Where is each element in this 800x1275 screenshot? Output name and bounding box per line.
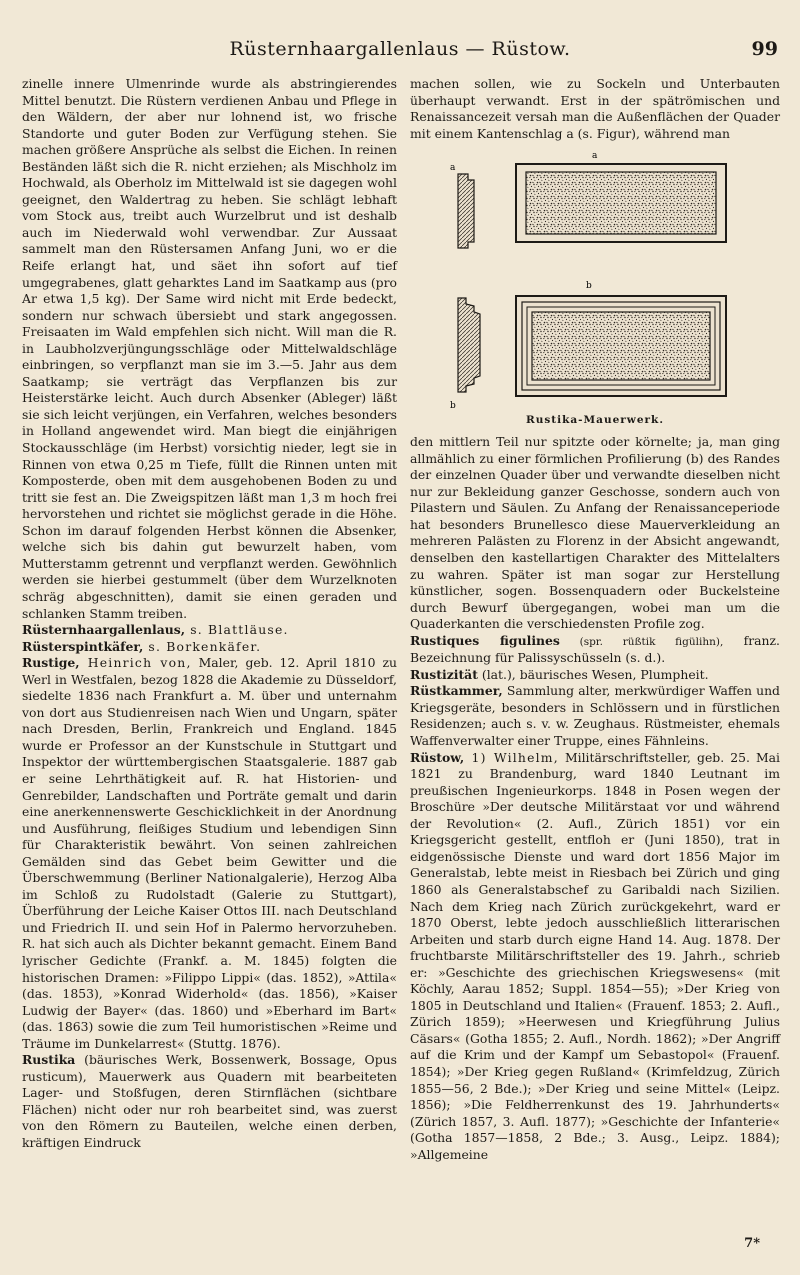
entry-ruesterspintkaefer: [22, 639, 397, 656]
entry-ruestkammer: [410, 683, 780, 749]
entry-rustiques-figulines: [410, 633, 780, 667]
entry-rustizitaet: [410, 667, 780, 684]
entry-ruesternhaargallenlaus: [22, 622, 397, 639]
entry-rustige: [22, 655, 397, 1052]
entry-headword: Rüstkammer,: [410, 683, 503, 699]
paragraph-ruester-continued: zinelle innere Ulmenrinde wurde als abstringierendes Mittel benutzt. Die Rüstern verdienen Anbau und Pflege in den Wäldern, der aber nur lohnend ist, wo frische Standorte und guter Boden zur Verfügung stehen. Sie machen größere Ansprüche als selbst die Eichen. In reinen Beständen läßt sich die R. nicht erziehen; als Mischholz im Hochwald, als Oberholz im Mittelwald ist sie dagegen wohl geeignet, den Waldertrag zu heben. Sie schlägt lebhaft vom Stock aus, treibt auch Wurzelbrut und ist deshalb auch im Niederwald wohl verwendbar. Zur Aussaat sammelt man den Rüstersamen Anfang Juni, wo er die Reife erlangt hat, und säet ihn sofort auf tief umgegrabenes, glatt geharktes Land im Saatkamp aus (pro Ar etwa 1,5 kg). Der Same wird nicht mit Erde bedeckt, sondern nur schwach übersiebt und stark angegossen. Freisaaten im Wald empfehlen sich nicht. Will man die R. in Laubholzverjüngungsschläge oder Mittelwaldschläge einbringen, so verpflanzt man sie im 3.—5. Jahr aus dem Saatkamp; sie verträgt das Verpflanzen bis zur Heisterstärke leicht. Auch durch Absenker (Ableger) läßt sie sich leicht verjüngen, ein Verfahren, welches besonders in Holland angewendet wird. Man biegt die einjährigen Stockausschläge (im Herbst) vorsichtig nieder, legt sie in Rinnen von etwa 0,25 m Tiefe, füllt die Rinnen unten mit Komposterde, oben mit dem ausgehobenen Boden zu und tritt sie fest an. Die Zweigspitzen läßt man 1,3 m hoch frei hervorstehen und richtet sie möglichst gerade in die Höhe. Schon im darauf folgenden Herbst können die Absenker, welche sich bis dahin gut bewurzelt haben, vom Mutterstamm getrennt und verpflanzt werden. Gewöhnlich werden sie hierbei gestummelt (über dem Wurzelknoten schräg abgeschnitten), damit sie einen geraden und schlanken Stamm treiben.: [22, 76, 397, 621]
entry-body: franz. Bezeichnung für Palissyschüsseln (s. d.).: [410, 632, 780, 666]
paragraph-rustika-continued: machen sollen, wie zu Sockeln und Unterbauten überhaupt verwandt. Erst in der spätrömischen und Renaissancezeit versah man die Außenflächen der Quader mit einem Kantenschlag a (s. Figur), während man: [410, 76, 780, 141]
paragraph-rustika-profil: den mittlern Teil nur spitzte oder körnelte; ja, man ging allmählich zu einer förmlichen Profilierung (b) des Randes der einzelnen Quader über und verwandte dieselben nicht nur zur Bekleidung ganzer Geschosse, sondern auch von Pilastern und Säulen. Zu Anfang der Renaissanceperiode hat besonders Brunellesco diese Mauerverkleidung an mehreren Palästen zu Florenz in der Absicht angewandt, denselben den kastellartigen Charakter des Mittelalters zu wahren. Später ist man sogar zur Herstellung künstlicher, sogen. Bossenquadern oder Buckelsteine durch Bewurf übergegangen, wobei man um die Quaderkanten die verschiedensten Profile zog.: [410, 434, 780, 632]
entry-headword: Rustiques figulines: [410, 632, 560, 648]
entry-crossref: s. Borkenkäfer.: [143, 638, 262, 654]
entry-body: Militärschriftsteller, geb. 25. Mai 1821 zu Brandenburg, ward 1840 Leutnant im preußischen Ingenieurkorps. 1848 in Posen wegen der Broschüre »Der deutsche Militärstaat vor und während der Revolution« (2. Aufl., Zürich 1851) vor ein Kriegsgericht gestellt, entfloh er (Juni 1850), trat in eidgenössische Dienste und ward dort 1856 Major im Generalstab, lebte meist in Riesbach bei Zürich und ging 1860 als Generalstabschef zu Garibaldi nach Sizilien. Nach dem Krieg nach Zürich zurückgekehrt, ward er 1870 Oberst, lebte jedoch ausschließlich litterarischen Arbeiten und starb durch eigne Hand 14. Aug. 1878. Der fruchtbarste Militärschriftsteller des 19. Jahrh., schrieb er: »Geschichte des griechischen Kriegswesens« (mit Köchly, Aarau 1852; Suppl. 1854—55); »Der Krieg von 1805 in Deutschland und Italien« (Frauenf. 1853; 2. Aufl., Zürich 1859); »Heerwesen und Kriegführung Julius Cäsars« (Gotha 1855; 2. Aufl., Nordh. 1862); »Der Angriff auf die Krim und der Kampf um Sebastopol« (Frauenf. 1854); »Der Krieg gegen Rußland« (Krimfeldzug, Zürich 1855—56, 2 Bde.); »Der Krieg und seine Mittel« (Leipz. 1856); »Die Feldherrenkunst des 19. Jahrhunderts« (Zürich 1857, 3. Aufl. 1877); »Geschichte der Infanterie« (Gotha 1857—1858, 2 Bde.; 3. Ausg., Leipz. 1884); »Allgemeine: [410, 749, 781, 1162]
entry-body: Sammlung alter, merkwürdiger Waffen und Kriegsgeräte, besonders in Schlössern und in fürstlichen Residenzen; auch s. v. w. Zeughaus. Rüstmeister, ehemals Waffenverwalter einer Truppe, eines Fähnleins.: [410, 683, 780, 749]
profile-b-section: [458, 298, 480, 392]
running-header: [22, 38, 778, 68]
entry-person-name: Heinrich von,: [79, 655, 192, 671]
sheet-signature: 7*: [744, 1236, 760, 1251]
entry-body: (lat.), bäurisches Wesen, Plumpheit.: [477, 666, 709, 682]
page-number: 99: [751, 38, 778, 60]
label-b-mid: b: [586, 281, 592, 292]
quader-a-face: [526, 172, 716, 234]
entry-headword: Rüstow,: [410, 749, 465, 765]
figure-caption: Rustika-Mauerwerk.: [525, 414, 664, 427]
rustika-masonry-illustration: [410, 146, 780, 412]
label-a-top: a: [592, 151, 598, 162]
entry-crossref: s. Blattläuse.: [185, 622, 289, 638]
left-column: [22, 76, 397, 1152]
entry-body: Maler, geb. 12. April 1810 zu Werl in Westfalen, bezog 1828 die Akademie zu Düsseldorf, siedelte 1836 nach Frankfurt a. M. über und unternahm von dort aus Studienreisen nach Wien und Ungarn, später nach Dresden, Berlin, Frankreich und England. 1845 wurde er Professor an der Kunstschule in Stuttgart und Inspektor der württembergischen Staatsgalerie. 1887 gab er seine Lehrthätigkeit auf. R. hat Historien- und Genrebilder, Landschaften und Porträte gemalt und darin eine anerkennenswerte Geschicklichkeit in der Anordnung und Ausführung, fleißiges Studium und lebendigen Sinn für Charakteristik bewährt. Von seinen zahlreichen Gemälden sind das Gebet beim Gewitter und die Überschwemmung (Berliner Nationalgalerie), Herzog Alba im Schloß zu Rudolstadt (Galerie zu Stuttgart), Überführung der Leiche Kaiser Ottos III. nach Deutschland und Friedrich II. und sein Hof in Palermo hervorzuheben. R. hat sich auch als Dichter bekannt gemacht. Einem Band lyrischer Gedichte (Frankf. a. M. 1845) folgten die historischen Dramen: »Filippo Lippi« (das. 1852), »Attila« (das. 1853), »Konrad Widerhold« (das. 1856), »Kaiser Ludwig der Bayer« (das. 1860) und »Eberhard im Bart« (das. 1863) sowie die zum Teil humoristischen »Reime und Träume im Dunkelarrest« (Stuttg. 1876).: [22, 655, 397, 1051]
quader-b-face: [532, 312, 710, 380]
label-a-side: a: [450, 163, 456, 174]
entry-headword: Rustige,: [22, 655, 80, 671]
entry-headword: Rüsternhaargallenlaus,: [22, 622, 186, 638]
rustika-figure: [410, 146, 780, 430]
entry-pronunciation: (spr. rüßtik figülihn),: [559, 635, 724, 648]
entry-headword: Rustika: [22, 1052, 76, 1068]
right-column: [410, 76, 780, 1163]
label-b-side: b: [450, 401, 456, 412]
entry-headword: Rustizität: [410, 666, 478, 682]
profile-a-section: [458, 174, 474, 248]
page-title: Rüsternhaargallenlaus — Rüstow.: [229, 38, 571, 60]
entry-body: (bäurisches Werk, Bossenwerk, Bossage, Opus rusticum), Mauerwerk aus Quadern mit bearbeiteten Lager- und Stoßfugen, deren Stirnflächen (sichtbare Flächen) nicht oder nur roh bearbeitet sind, was zuerst von den Römern zu Bauteilen, welche einen derben, kräftigen Eindruck: [22, 1052, 397, 1150]
entry-rustika: [22, 1052, 397, 1151]
entry-headword: Rüsterspintkäfer,: [22, 638, 144, 654]
entry-ruestow: [410, 750, 780, 1164]
entry-person-name: 1) Wilhelm,: [464, 749, 559, 765]
